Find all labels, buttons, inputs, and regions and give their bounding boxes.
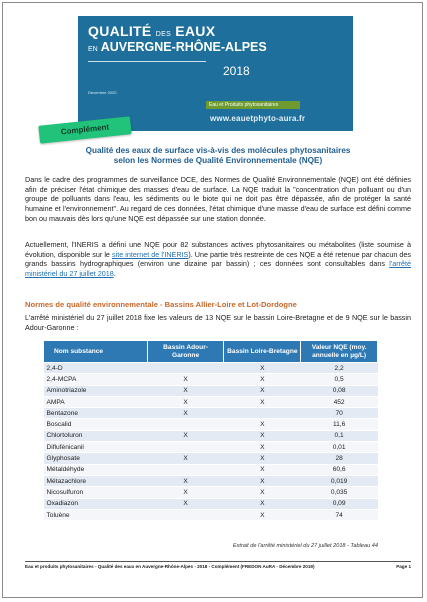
loire-bretagne-cell: X xyxy=(224,419,301,430)
column-header: Bassin Adour-Garonne xyxy=(147,341,224,363)
table-row xyxy=(44,509,378,520)
adour-garonne-cell: X xyxy=(147,385,224,396)
loire-bretagne-cell: X xyxy=(224,509,301,520)
nqe-value-cell: 74 xyxy=(301,509,378,520)
text-span: ). Une partie très restreinte de ces NQE a été retenue par chacun des grands bassins hydrographiques (environ une dizaine par bassin) ; ces données sont consultables dans xyxy=(25,249,412,269)
loire-bretagne-cell: X xyxy=(224,442,301,453)
page-footer xyxy=(25,561,411,569)
table-row xyxy=(44,396,378,407)
document-subtitle-line: selon les Normes de Qualité Environnementale (NQE) xyxy=(113,156,323,166)
loire-bretagne-cell: X xyxy=(224,363,301,374)
banner-title-word: EAUX xyxy=(175,23,216,39)
ineris-link[interactable]: site internet de l'INERIS xyxy=(112,249,189,259)
document-page xyxy=(2,2,423,598)
table-row xyxy=(44,464,378,475)
table-row xyxy=(44,385,378,396)
banner-title-small: EN xyxy=(88,45,98,53)
cover-banner xyxy=(78,16,353,131)
substance-cell: Bentazone xyxy=(44,408,148,419)
adour-garonne-cell: X xyxy=(147,396,224,407)
substance-cell: Aminotriazole xyxy=(44,385,148,396)
table-row xyxy=(44,363,378,374)
adour-garonne-cell: X xyxy=(147,408,224,419)
banner-url[interactable]: www.eauetphyto-aura.fr xyxy=(210,114,306,123)
text-span: Actuellement, l'INERIS a défini une NQE pour 82 substances actives phytosanitaires ou métabolites (liste soumise à évolution, disponible sur le xyxy=(25,240,411,259)
loire-bretagne-cell: X xyxy=(224,498,301,509)
complement-tag: Complément xyxy=(38,116,131,144)
loire-bretagne-cell: X xyxy=(224,464,301,475)
substance-cell: Métazachlore xyxy=(44,475,148,486)
nqe-value-cell: 2,2 xyxy=(301,363,378,374)
nqe-value-cell: 452 xyxy=(301,396,378,407)
substance-cell: Diflufénicanil xyxy=(44,442,148,453)
adour-garonne-cell: X xyxy=(147,498,224,509)
page-number: Page 1 xyxy=(396,564,411,569)
nqe-value-cell: 0,01 xyxy=(301,442,378,453)
loire-bretagne-cell: X xyxy=(224,475,301,486)
nqe-value-cell: 11,6 xyxy=(301,419,378,430)
document-title-line: Qualité des eaux de surface vis-à-vis des molécules phytosanitaires xyxy=(85,146,351,155)
loire-bretagne-cell: X xyxy=(224,374,301,385)
banner-title xyxy=(88,24,267,54)
substance-cell: Oxadiazon xyxy=(44,498,148,509)
substance-cell: Glyphosate xyxy=(44,453,148,464)
loire-bretagne-cell xyxy=(224,408,301,419)
intro-paragraph: Dans le cadre des programmes de surveillance DCE, des Normes de Qualité Environnementale (NQE) ont été définies afin de préciser l'état chimique des masses d'eau de surface. La NQE traduit la "concentration d'un polluant ou d'un groupe de polluants dans l'eau, les sédiments ou le biote qui ne doit pas être dépassée, afin de protéger la santé humaine et l'environnement". Au regard de ces données, l'état chimique d'une masse d'eau de surface est défini comme bon ou mauvais dès lors qu'une NQE est dépassée sur une station donnée. xyxy=(25,175,411,223)
table-row xyxy=(44,419,378,430)
document-title xyxy=(53,146,383,167)
substance-cell: 2,4-D xyxy=(44,363,148,374)
adour-garonne-cell: X xyxy=(147,487,224,498)
nqe-value-cell: 0,08 xyxy=(301,385,378,396)
adour-garonne-cell xyxy=(147,442,224,453)
loire-bretagne-cell: X xyxy=(224,385,301,396)
table-body xyxy=(44,363,378,521)
nqe-value-cell: 0,09 xyxy=(301,498,378,509)
table-row xyxy=(44,487,378,498)
nqe-value-cell: 28 xyxy=(301,453,378,464)
banner-date: Décembre 2020 xyxy=(88,90,117,95)
banner-divider xyxy=(88,61,206,62)
adour-garonne-cell xyxy=(147,419,224,430)
adour-garonne-cell: X xyxy=(147,374,224,385)
substance-cell: Chlortoluron xyxy=(44,430,148,441)
substance-cell: 2,4-MCPA xyxy=(44,374,148,385)
loire-bretagne-cell: X xyxy=(224,430,301,441)
adour-garonne-cell xyxy=(147,464,224,475)
banner-region: AUVERGNE-RHÔNE-ALPES xyxy=(100,39,267,54)
loire-bretagne-cell: X xyxy=(224,487,301,498)
table-row xyxy=(44,442,378,453)
table-row xyxy=(44,374,378,385)
table-caption: Extrait de l'arrêté ministériel du 27 juillet 2018 - Tableau 44 xyxy=(232,543,378,549)
substance-cell: AMPA xyxy=(44,396,148,407)
arrete-paragraph: L'arrêté ministériel du 27 juillet 2018 fixe les valeurs de 13 NQE sur le bassin Loire-Bretagne et de 9 NQE sur le bassin Adour-Garonne : xyxy=(25,313,411,332)
nqe-value-cell: 0,1 xyxy=(301,430,378,441)
loire-bretagne-cell: X xyxy=(224,453,301,464)
table-header-row xyxy=(44,341,378,363)
adour-garonne-cell xyxy=(147,509,224,520)
nqe-value-cell: 0,019 xyxy=(301,475,378,486)
substance-cell: Nicosulfuron xyxy=(44,487,148,498)
nqe-value-cell: 60,6 xyxy=(301,464,378,475)
column-header: Bassin Loire-Bretagne xyxy=(224,341,301,363)
table-row xyxy=(44,498,378,509)
substance-cell: Boscalid xyxy=(44,419,148,430)
banner-title-small: DES xyxy=(155,31,172,38)
adour-garonne-cell: X xyxy=(147,453,224,464)
banner-strip: Eau et Produits phytosanitaires xyxy=(206,101,300,109)
substance-cell: Toluène xyxy=(44,509,148,520)
adour-garonne-cell: X xyxy=(147,430,224,441)
footer-text: Eau et produits phytosanitaires - Qualité des eaux en Auvergne-Rhône-Alpes - 2018 - Complément (FREDON AuRA - Décembre 2019) xyxy=(25,564,315,569)
table-row xyxy=(44,408,378,419)
loire-bretagne-cell: X xyxy=(224,396,301,407)
column-header: Valeur NQE (moy. annuelle en µg/L) xyxy=(301,341,378,363)
column-header: Nom substance xyxy=(44,341,148,363)
nqe-value-cell: 70 xyxy=(301,408,378,419)
table-row xyxy=(44,430,378,441)
nqe-value-cell: 0,035 xyxy=(301,487,378,498)
adour-garonne-cell: X xyxy=(147,475,224,486)
table-row xyxy=(44,453,378,464)
banner-year: 2018 xyxy=(223,64,250,78)
banner-title-word: QUALITÉ xyxy=(88,23,152,39)
text-span: . xyxy=(113,269,116,279)
adour-garonne-cell xyxy=(147,363,224,374)
substance-cell: Métaldéhyde xyxy=(44,464,148,475)
section-heading: Normes de qualité environnementale - Bassins Allier-Loire et Lot-Dordogne xyxy=(25,300,297,309)
table-row xyxy=(44,475,378,486)
nqe-value-cell: 0,5 xyxy=(301,374,378,385)
nqe-table xyxy=(43,340,378,521)
arrete-link[interactable]: l'arrêté ministériel du 27 juillet 2018 xyxy=(25,259,411,279)
ineris-paragraph xyxy=(25,240,411,279)
